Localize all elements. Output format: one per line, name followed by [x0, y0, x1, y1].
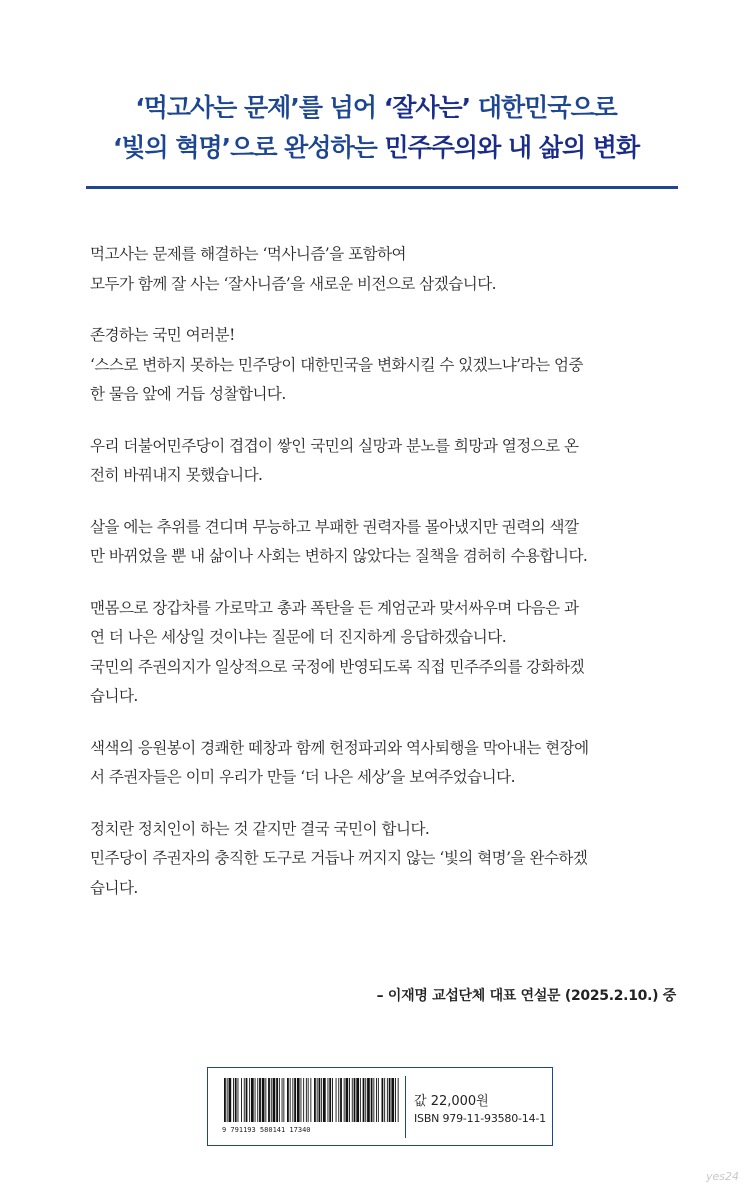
headline-line-1: [0, 88, 752, 128]
barcode-bars: [222, 1078, 400, 1124]
speech-line: 습니다.: [90, 687, 138, 705]
speech-paragraph: [90, 594, 678, 712]
barcode-bar: [257, 1078, 258, 1122]
speech-paragraph: [90, 734, 678, 793]
barcode-bar: [391, 1078, 394, 1122]
barcode-bar: [235, 1078, 237, 1122]
watermark: yes24: [706, 1170, 740, 1183]
barcode-bar: [352, 1078, 353, 1122]
barcode-bar: [227, 1078, 228, 1122]
barcode-bar: [378, 1078, 379, 1122]
barcode-bar: [376, 1078, 377, 1122]
barcode-bar: [314, 1078, 316, 1122]
speech-line: 민주당이 주권자의 충직한 도구로 거듭나 꺼지지 않는 ‘빛의 혁명’을 완수하겠: [90, 849, 588, 867]
speech-line: 살을 에는 추위를 견디며 무능하고 부패한 권력자를 몰아냈지만 권력의 색깔: [90, 517, 579, 536]
headline-line-1-part-a: ‘먹고사는 문제’를 넘어: [135, 93, 384, 122]
speech-line: 색색의 응원봉이 경쾌한 떼창과 함께 헌정파괴와 역사퇴행을 막아내는 현장에: [90, 738, 589, 757]
headline-line-2: [0, 128, 752, 168]
headline-line-1-part-c: 대한민국으로: [470, 93, 617, 122]
barcode-bar: [387, 1078, 388, 1122]
barcode-bar: [382, 1078, 384, 1122]
headline: [0, 88, 752, 168]
barcode-bar: [323, 1078, 326, 1122]
barcode-bar: [224, 1078, 226, 1122]
barcode-bar: [373, 1078, 374, 1122]
barcode-bar: [268, 1078, 270, 1122]
barcode-bar: [344, 1078, 345, 1122]
barcode-bar: [367, 1078, 370, 1122]
barcode-bar: [273, 1078, 276, 1122]
barcode-digits: 9 791193 580141 17340: [222, 1126, 311, 1134]
speech-line: 만 바뀌었을 뿐 내 삶이나 사회는 변하지 않았다는 질책을 겸허히 수용합니다.: [90, 547, 588, 565]
barcode-bar: [349, 1078, 350, 1122]
barcode-bar: [292, 1078, 293, 1122]
price-barcode-box: [207, 1067, 553, 1146]
speech-attribution: – 이재명 교섭단체 대표 연설문 (2025.2.10.) 중: [376, 988, 676, 1004]
barcode-bar: [233, 1078, 234, 1122]
speech-line: 우리 더불어민주당이 겹겹이 쌓인 국민의 실망과 분노를 희망과 열정으로 온: [90, 436, 579, 455]
barcode-bar: [356, 1078, 359, 1122]
speech-line: 존경하는 국민 여러분!: [90, 326, 235, 344]
barcode-bar: [384, 1078, 385, 1122]
barcode-bar: [328, 1078, 329, 1122]
barcode-bar: [389, 1078, 391, 1122]
barcode-bar: [329, 1078, 331, 1122]
barcode-bar: [287, 1078, 289, 1122]
barcode-bar: [271, 1078, 272, 1122]
headline-emphasis-jalsaneun: ‘잘사는’: [383, 93, 471, 122]
barcode-bar: [363, 1078, 365, 1122]
barcode-bar: [332, 1078, 333, 1122]
speech-line: 맨몸으로 장갑차를 가로막고 총과 폭탄을 든 계엄군과 맞서싸우며 다음은 과: [90, 598, 579, 617]
barcode-bar: [282, 1078, 283, 1122]
speech-paragraph: [90, 513, 678, 572]
barcode-bar: [338, 1078, 339, 1122]
barcode-bar: [283, 1078, 284, 1122]
barcode-bar: [310, 1078, 311, 1122]
barcode-bar: [229, 1078, 232, 1122]
barcode-bar: [360, 1078, 361, 1122]
barcode-bar: [297, 1078, 300, 1122]
speech-paragraph: [90, 815, 678, 904]
speech-line: 정치란 정치인이 하는 것 같지만 결국 국민이 합니다.: [90, 819, 430, 838]
speech-paragraph: [90, 240, 678, 299]
speech-excerpt: [90, 240, 678, 925]
speech-paragraph: [90, 432, 678, 491]
isbn-label: ISBN 979-11-93580-14-1: [414, 1112, 546, 1125]
barcode-bar: [336, 1078, 337, 1122]
speech-line: 습니다.: [90, 878, 138, 897]
barcode-bar: [346, 1078, 349, 1122]
barcode-bar: [301, 1078, 302, 1122]
barcode-bar: [255, 1078, 256, 1122]
barcode-bar: [321, 1078, 322, 1122]
speech-line: ‘스스로 변하지 못하는 민주당이 대한민국을 변화시킬 수 있겠느냐’라는 엄중: [90, 355, 583, 374]
speech-line: 연 더 나은 세상일 것이냐는 질문에 더 진지하게 응답하겠습니다.: [90, 628, 507, 646]
price-box-divider: [405, 1076, 406, 1138]
barcode-bar: [371, 1078, 373, 1122]
barcode-bar: [265, 1078, 266, 1122]
headline-divider: [86, 186, 678, 189]
speech-line: 한 물음 앞에 거듭 성찰합니다.: [90, 385, 286, 403]
barcode-bar: [308, 1078, 309, 1122]
barcode-bar: [244, 1078, 245, 1122]
barcode-bar: [251, 1078, 254, 1122]
barcode-bar: [241, 1078, 242, 1122]
headline-emphasis-democracy: 민주주의와 내 삶의 변화: [384, 133, 640, 162]
barcode-bar: [276, 1078, 278, 1122]
barcode-bar: [259, 1078, 261, 1122]
barcode-bar: [246, 1078, 248, 1122]
barcode-bar: [340, 1078, 342, 1122]
barcode-bar: [294, 1078, 296, 1122]
speech-paragraph: [90, 321, 678, 410]
barcode-bar: [279, 1078, 280, 1122]
barcode-bar: [238, 1078, 239, 1122]
barcode-bar: [290, 1078, 291, 1122]
barcode-bar: [317, 1078, 318, 1122]
barcode-bar: [354, 1078, 356, 1122]
speech-line: 서 주권자들은 이미 우리가 만들 ‘더 나은 세상’을 보여주었습니다.: [90, 768, 515, 786]
barcode-bar: [306, 1078, 307, 1122]
barcode-bar: [365, 1078, 366, 1122]
barcode-bar: [249, 1078, 250, 1122]
barcode-bar: [395, 1078, 396, 1122]
speech-line: 전히 바꿔내지 못했습니다.: [90, 466, 263, 484]
barcode-bar: [262, 1078, 265, 1122]
speech-line: 먹고사는 문제를 해결하는 ‘먹사니즘’을 포함하여: [90, 245, 407, 263]
price-label: 값 22,000원: [414, 1094, 489, 1109]
barcode-bar: [398, 1078, 399, 1122]
headline-line-2-part-a: ‘빛의 혁명’으로 완성하는: [112, 133, 385, 162]
isbn-barcode: [222, 1078, 400, 1136]
barcode-bar: [303, 1078, 304, 1122]
speech-line: 모두가 함께 잘 사는 ‘잘사니즘’을 새로운 비전으로 삼겠습니다.: [90, 274, 497, 293]
barcode-bar: [319, 1078, 321, 1122]
speech-line: 국민의 주권의지가 일상적으로 국정에 반영되도록 직접 민주주의를 강화하겠: [90, 657, 585, 676]
